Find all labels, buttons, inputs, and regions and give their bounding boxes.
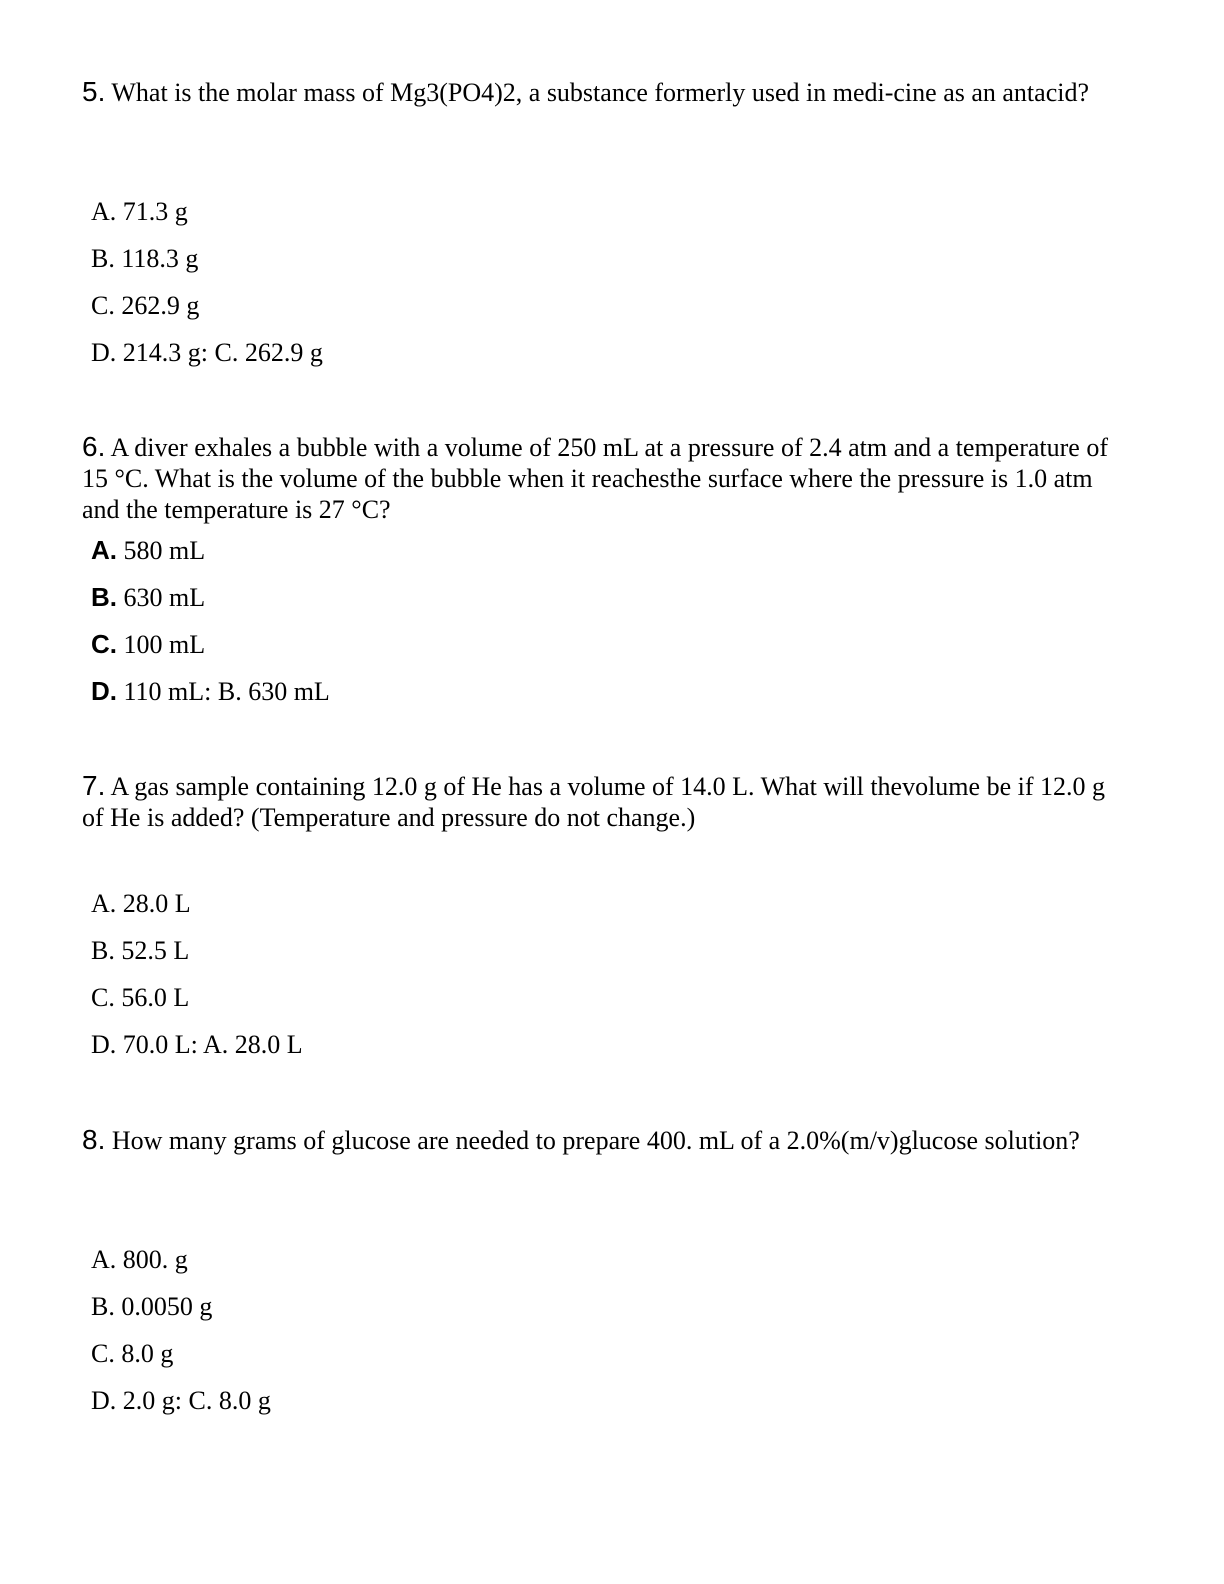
answer-option-a[interactable] <box>91 888 303 935</box>
answer-option-b[interactable] <box>91 1291 271 1338</box>
answer-option-a[interactable] <box>91 1244 271 1291</box>
option-text: 56.0 L <box>121 983 190 1012</box>
option-letter: B. <box>91 1292 115 1321</box>
option-letter: A. <box>91 535 117 565</box>
question-number: 8. <box>82 1124 106 1155</box>
option-letter: A. <box>91 889 117 918</box>
question-number: 7. <box>82 770 106 801</box>
answer-option-d[interactable] <box>91 1029 303 1076</box>
option-text: 800. g <box>122 1245 188 1274</box>
answer-options <box>91 888 303 1076</box>
answer-option-b[interactable] <box>91 582 330 629</box>
answer-option-a[interactable] <box>91 196 323 243</box>
option-text: 71.3 g <box>122 197 188 226</box>
answer-option-d[interactable] <box>91 676 330 723</box>
answer-option-c[interactable] <box>91 629 330 676</box>
question-stem <box>82 770 1122 833</box>
option-letter: B. <box>91 936 115 965</box>
option-letter: B. <box>91 582 117 612</box>
answer-option-d[interactable] <box>91 1385 271 1432</box>
question-stem <box>82 76 1122 108</box>
answer-option-c[interactable] <box>91 982 303 1029</box>
question-number: 5. <box>82 76 106 107</box>
answer-option-b[interactable] <box>91 935 303 982</box>
answer-option-a[interactable] <box>91 535 330 582</box>
option-text: 28.0 L <box>122 889 191 918</box>
option-letter: D. <box>91 338 117 367</box>
option-letter: D. <box>91 676 117 706</box>
option-letter: B. <box>91 244 115 273</box>
question-stem <box>82 1124 1122 1156</box>
option-text: 118.3 g <box>121 244 199 273</box>
option-text: 110 mL: B. 630 mL <box>123 677 330 706</box>
option-letter: C. <box>91 1339 115 1368</box>
question-5 <box>82 76 1122 367</box>
option-letter: A. <box>91 1245 117 1274</box>
answer-options <box>91 535 330 723</box>
answer-option-c[interactable] <box>91 1338 271 1385</box>
question-text: A gas sample containing 12.0 g of He has a volume of 14.0 L. What will thevolume be if 12.0 g of He is added? (Temperature and pressure do not change.) <box>82 772 1105 832</box>
option-text: 0.0050 g <box>121 1292 213 1321</box>
question-stem <box>82 431 1122 525</box>
option-letter: D. <box>91 1386 117 1415</box>
question-6 <box>82 431 1122 706</box>
option-text: 580 mL <box>123 536 206 565</box>
option-text: 2.0 g: C. 8.0 g <box>122 1386 271 1415</box>
question-8 <box>82 1124 1122 1415</box>
option-text: 630 mL <box>123 583 206 612</box>
option-text: 70.0 L: A. 28.0 L <box>122 1030 303 1059</box>
option-letter: C. <box>91 629 117 659</box>
option-text: 52.5 L <box>121 936 190 965</box>
option-text: 100 mL <box>123 630 206 659</box>
answer-option-d[interactable] <box>91 337 323 384</box>
option-letter: C. <box>91 291 115 320</box>
answer-option-b[interactable] <box>91 243 323 290</box>
question-text: What is the molar mass of Mg3(PO4)2, a substance formerly used in medi-cine as an antacid? <box>111 78 1089 107</box>
option-text: 214.3 g: C. 262.9 g <box>122 338 323 367</box>
option-text: 262.9 g <box>121 291 200 320</box>
answer-option-c[interactable] <box>91 290 323 337</box>
answer-options <box>91 196 323 384</box>
answer-options <box>91 1244 271 1432</box>
option-letter: D. <box>91 1030 117 1059</box>
option-text: 8.0 g <box>121 1339 174 1368</box>
question-number: 6. <box>82 431 106 462</box>
question-7 <box>82 770 1122 1059</box>
option-letter: A. <box>91 197 117 226</box>
option-letter: C. <box>91 983 115 1012</box>
question-text: How many grams of glucose are needed to prepare 400. mL of a 2.0%(m/v)glucose solution? <box>111 1126 1080 1155</box>
question-text: A diver exhales a bubble with a volume of 250 mL at a pressure of 2.4 atm and a temperature of 15 °C. What is the volume of the bubble when it reachesthe surface where the pressure is 1.0 atm and the temperature is 27 °C? <box>82 433 1108 524</box>
